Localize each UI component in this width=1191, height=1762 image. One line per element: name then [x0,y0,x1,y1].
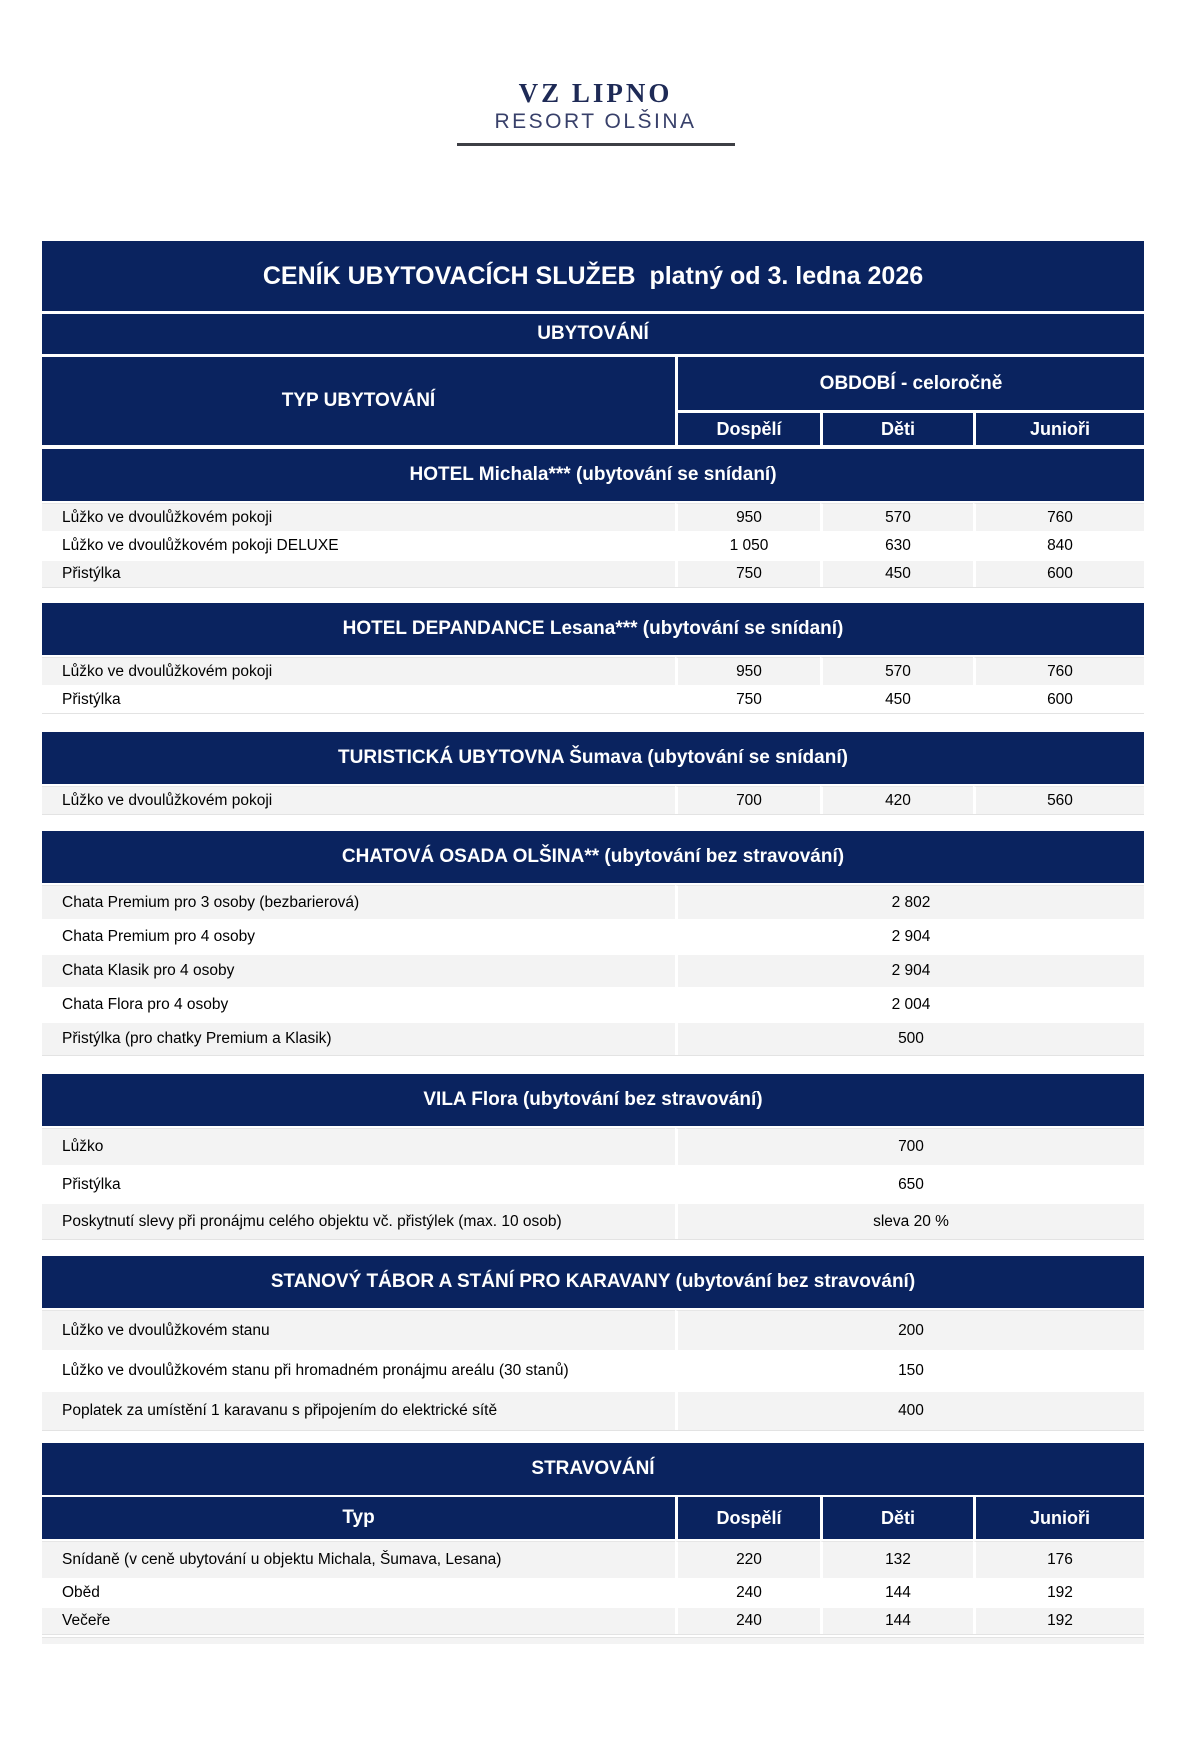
price-juniors: 176 [973,1541,1144,1578]
accommodation-heading: UBYTOVÁNÍ [42,314,1144,354]
table-row [42,1578,1144,1606]
price-all: 2 904 [675,953,1144,987]
price-children: 420 [820,786,973,814]
table-row [42,1202,1144,1239]
column-header-adults: Dospělí [675,413,820,445]
logo-line1: VZ LIPNO [518,78,673,108]
table-row [42,1128,1144,1165]
column-header-children: Děti [820,1497,973,1539]
section-title-stanovy-tabor: STANOVÝ TÁBOR A STÁNÍ PRO KARAVANY (ubytování bez stravování) [42,1256,1144,1308]
price-juniors: 192 [973,1578,1144,1606]
price-adults: 750 [675,685,820,713]
price-juniors: 600 [973,685,1144,713]
table-row [42,1350,1144,1390]
price-juniors: 192 [973,1606,1144,1634]
section-rows-hotel-michala [42,503,1144,588]
section-title-chatova-osada: CHATOVÁ OSADA OLŠINA** (ubytování bez stravování) [42,831,1144,883]
header-period: OBDOBÍ - celoročně [675,357,1144,410]
price-adults: 240 [675,1606,820,1634]
table-row [42,1165,1144,1202]
row-label: Přistýlka (pro chatky Premium a Klasik) [42,1021,675,1055]
table-header [42,357,1144,445]
row-label: Chata Klasik pro 4 osoby [42,953,675,987]
price-all: 700 [675,1128,1144,1165]
table-row [42,1541,1144,1578]
header-type: TYP UBYTOVÁNÍ [42,357,675,445]
column-header-children: Děti [820,413,973,445]
table-row [42,685,1144,713]
column-header-juniors: Junioři [973,413,1144,445]
table-row [42,1310,1144,1350]
price-adults: 240 [675,1578,820,1606]
column-header-adults: Dospělí [675,1497,820,1539]
logo-line2: RESORT OLŠINA [494,110,697,133]
header-period-group [675,357,1144,445]
price-adults: 700 [675,786,820,814]
row-label: Večeře [42,1606,675,1634]
price-adults: 1 050 [675,531,820,559]
price-adults: 750 [675,559,820,587]
price-all: 2 904 [675,919,1144,953]
table-row [42,503,1144,531]
section-rows-hotel-lesana [42,657,1144,714]
price-adults: 950 [675,503,820,531]
section-rows-stravovani [42,1541,1144,1635]
price-children: 570 [820,503,973,531]
table-row [42,953,1144,987]
price-table [42,241,1144,1644]
resort-logo [446,78,746,146]
table-bottom-sliver [42,1637,1144,1644]
row-label: Lůžko ve dvoulůžkovém stanu [42,1310,675,1350]
price-all: 400 [675,1390,1144,1430]
column-header-juniors: Junioři [973,1497,1144,1539]
table-row [42,987,1144,1021]
row-label: Chata Premium pro 4 osoby [42,919,675,953]
section-title-stravovani: STRAVOVÁNÍ [42,1443,1144,1495]
price-children: 144 [820,1606,973,1634]
meals-header [42,1497,1144,1539]
price-all: 150 [675,1350,1144,1390]
price-all: 2 802 [675,885,1144,919]
row-label: Chata Premium pro 3 osoby (bezbarierová) [42,885,675,919]
row-label: Lůžko ve dvoulůžkovém pokoji [42,503,675,531]
row-label: Lůžko ve dvoulůžkovém pokoji [42,657,675,685]
row-label: Poskytnutí slevy při pronájmu celého objektu vč. přistýlek (max. 10 osob) [42,1202,675,1239]
price-adults: 220 [675,1541,820,1578]
table-row [42,1021,1144,1055]
section-rows-chatova-osada [42,885,1144,1056]
row-label: Poplatek za umístění 1 karavanu s připojením do elektrické sítě [42,1390,675,1430]
price-children: 132 [820,1541,973,1578]
table-row [42,786,1144,814]
price-all: 2 004 [675,987,1144,1021]
price-children: 144 [820,1578,973,1606]
table-row [42,919,1144,953]
section-title-hotel-lesana: HOTEL DEPANDANCE Lesana*** (ubytování se snídaní) [42,603,1144,655]
section-rows-ubytovna-sumava [42,786,1144,815]
section-rows-vila-flora [42,1128,1144,1240]
price-juniors: 760 [973,657,1144,685]
row-label: Přistýlka [42,685,675,713]
row-label: Lůžko [42,1128,675,1165]
price-all: 500 [675,1021,1144,1055]
price-juniors: 560 [973,786,1144,814]
price-children: 630 [820,531,973,559]
section-title-hotel-michala: HOTEL Michala*** (ubytování se snídaní) [42,449,1144,501]
price-adults: 950 [675,657,820,685]
price-children: 570 [820,657,973,685]
row-label: Lůžko ve dvoulůžkovém pokoji [42,786,675,814]
table-row [42,1390,1144,1430]
price-children: 450 [820,685,973,713]
table-row [42,885,1144,919]
section-title-vila-flora: VILA Flora (ubytování bez stravování) [42,1074,1144,1126]
logo-underline [457,143,735,146]
price-juniors: 840 [973,531,1144,559]
row-label: Lůžko ve dvoulůžkovém stanu při hromadném pronájmu areálu (30 stanů) [42,1350,675,1390]
table-row [42,1606,1144,1634]
price-children: 450 [820,559,973,587]
price-all: 200 [675,1310,1144,1350]
header-columns [675,413,1144,445]
table-row [42,531,1144,559]
price-juniors: 600 [973,559,1144,587]
row-label: Snídaně (v ceně ubytování u objektu Michala, Šumava, Lesana) [42,1541,675,1578]
section-title-ubytovna-sumava: TURISTICKÁ UBYTOVNA Šumava (ubytování se snídaní) [42,732,1144,784]
row-label: Oběd [42,1578,675,1606]
table-row [42,559,1144,587]
row-label: Přistýlka [42,1165,675,1202]
row-label: Přistýlka [42,559,675,587]
table-row [42,657,1144,685]
meals-header-type: Typ [42,1497,675,1539]
page-title: CENÍK UBYTOVACÍCH SLUŽEB platný od 3. ledna 2026 [42,241,1144,311]
price-juniors: 760 [973,503,1144,531]
price-list-page [0,78,1191,1762]
row-label: Lůžko ve dvoulůžkovém pokoji DELUXE [42,531,675,559]
section-rows-stanovy-tabor [42,1310,1144,1431]
price-all: sleva 20 % [675,1202,1144,1239]
price-all: 650 [675,1165,1144,1202]
row-label: Chata Flora pro 4 osoby [42,987,675,1021]
